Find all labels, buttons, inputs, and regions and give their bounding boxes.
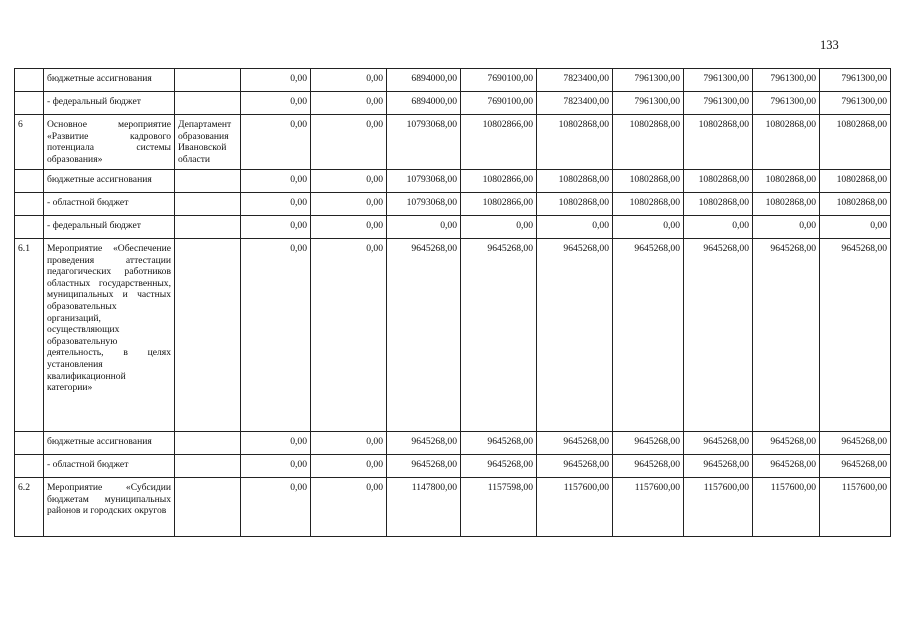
value-cell: 10802868,00 — [820, 170, 891, 193]
value-cell: 0,00 — [311, 455, 387, 478]
row-executor — [175, 92, 241, 115]
value-cell: 10802868,00 — [820, 115, 891, 170]
value-cell: 9645268,00 — [387, 239, 461, 432]
value-cell: 0,00 — [537, 216, 613, 239]
value-cell: 0,00 — [613, 216, 684, 239]
value-cell: 7961300,00 — [613, 69, 684, 92]
row-name: - федеральный бюджет — [44, 216, 175, 239]
value-cell: 0,00 — [311, 432, 387, 455]
value-cell: 0,00 — [311, 193, 387, 216]
value-cell: 10793068,00 — [387, 170, 461, 193]
value-cell: 0,00 — [311, 478, 387, 537]
value-cell: 0,00 — [241, 115, 311, 170]
row-index: 6.1 — [15, 239, 44, 432]
row-executor — [175, 432, 241, 455]
value-cell: 9645268,00 — [537, 455, 613, 478]
row-name: бюджетные ассигнования — [44, 432, 175, 455]
value-cell: 7690100,00 — [461, 69, 537, 92]
row-index — [15, 216, 44, 239]
value-cell: 7961300,00 — [753, 92, 820, 115]
value-cell: 1157600,00 — [684, 478, 753, 537]
value-cell: 10802866,00 — [461, 170, 537, 193]
table-row — [15, 478, 891, 537]
value-cell: 0,00 — [311, 92, 387, 115]
value-cell: 0,00 — [241, 478, 311, 537]
row-executor — [175, 193, 241, 216]
value-cell: 9645268,00 — [820, 432, 891, 455]
value-cell: 0,00 — [241, 455, 311, 478]
table-row — [15, 115, 891, 170]
row-index — [15, 455, 44, 478]
value-cell: 10802868,00 — [537, 193, 613, 216]
value-cell: 7961300,00 — [753, 69, 820, 92]
row-index — [15, 193, 44, 216]
value-cell: 9645268,00 — [753, 432, 820, 455]
value-cell: 10802868,00 — [753, 115, 820, 170]
row-executor — [175, 69, 241, 92]
row-index — [15, 92, 44, 115]
value-cell: 0,00 — [241, 432, 311, 455]
value-cell: 0,00 — [753, 216, 820, 239]
value-cell: 1157600,00 — [820, 478, 891, 537]
table-row — [15, 193, 891, 216]
value-cell: 0,00 — [241, 193, 311, 216]
value-cell: 0,00 — [311, 216, 387, 239]
value-cell: 9645268,00 — [537, 239, 613, 432]
row-index — [15, 170, 44, 193]
value-cell: 7961300,00 — [613, 92, 684, 115]
value-cell: 10802868,00 — [684, 193, 753, 216]
value-cell: 0,00 — [311, 69, 387, 92]
row-name: - областной бюджет — [44, 455, 175, 478]
value-cell: 9645268,00 — [820, 455, 891, 478]
value-cell: 0,00 — [387, 216, 461, 239]
row-executor — [175, 239, 241, 432]
value-cell: 0,00 — [684, 216, 753, 239]
value-cell: 10802868,00 — [820, 193, 891, 216]
page-number: 133 — [820, 38, 839, 52]
row-name: Основное мероприятие «Развитие кадрового потенциала системы образования» — [44, 115, 175, 170]
value-cell: 9645268,00 — [613, 432, 684, 455]
value-cell: 0,00 — [241, 69, 311, 92]
row-name: - областной бюджет — [44, 193, 175, 216]
table-row — [15, 239, 891, 432]
value-cell: 1147800,00 — [387, 478, 461, 537]
value-cell: 10802866,00 — [461, 193, 537, 216]
value-cell: 0,00 — [241, 216, 311, 239]
table-row — [15, 170, 891, 193]
value-cell: 9645268,00 — [613, 455, 684, 478]
row-name: бюджетные ассигнования — [44, 69, 175, 92]
value-cell: 10802868,00 — [684, 115, 753, 170]
row-executor — [175, 216, 241, 239]
value-cell: 7961300,00 — [820, 92, 891, 115]
value-cell: 7823400,00 — [537, 92, 613, 115]
value-cell: 9645268,00 — [820, 239, 891, 432]
table-row — [15, 432, 891, 455]
value-cell: 0,00 — [241, 170, 311, 193]
row-executor — [175, 478, 241, 537]
value-cell: 1157600,00 — [753, 478, 820, 537]
row-index — [15, 69, 44, 92]
value-cell: 10802868,00 — [684, 170, 753, 193]
value-cell: 9645268,00 — [684, 432, 753, 455]
value-cell: 0,00 — [241, 239, 311, 432]
value-cell: 10793068,00 — [387, 193, 461, 216]
value-cell: 10802868,00 — [537, 115, 613, 170]
value-cell: 0,00 — [311, 239, 387, 432]
table-row — [15, 455, 891, 478]
value-cell: 7961300,00 — [820, 69, 891, 92]
row-name: Мероприятие «Субсидии бюджетам муниципальных районов и городских округов — [44, 478, 175, 537]
value-cell: 0,00 — [311, 170, 387, 193]
value-cell: 6894000,00 — [387, 92, 461, 115]
value-cell: 7690100,00 — [461, 92, 537, 115]
row-executor — [175, 455, 241, 478]
value-cell: 10802868,00 — [613, 193, 684, 216]
value-cell: 9645268,00 — [753, 239, 820, 432]
row-index: 6 — [15, 115, 44, 170]
value-cell: 0,00 — [461, 216, 537, 239]
value-cell: 9645268,00 — [387, 432, 461, 455]
value-cell: 9645268,00 — [461, 455, 537, 478]
value-cell: 10802868,00 — [613, 115, 684, 170]
value-cell: 6894000,00 — [387, 69, 461, 92]
table-row — [15, 92, 891, 115]
value-cell: 10793068,00 — [387, 115, 461, 170]
value-cell: 10802868,00 — [537, 170, 613, 193]
value-cell: 9645268,00 — [387, 455, 461, 478]
value-cell: 10802868,00 — [613, 170, 684, 193]
value-cell: 9645268,00 — [684, 239, 753, 432]
value-cell: 7823400,00 — [537, 69, 613, 92]
value-cell: 9645268,00 — [461, 239, 537, 432]
row-name: Мероприятие «Обеспечение проведения аттестации педагогических работников областных государственных, муниципальных и частных образовательных организаций, осуществляющих образовательную деятельность, в целях установления квалификационной категории» — [44, 239, 175, 432]
table-row — [15, 216, 891, 239]
value-cell: 10802866,00 — [461, 115, 537, 170]
value-cell: 10802868,00 — [753, 170, 820, 193]
value-cell: 1157598,00 — [461, 478, 537, 537]
value-cell: 9645268,00 — [537, 432, 613, 455]
value-cell: 0,00 — [820, 216, 891, 239]
value-cell: 0,00 — [241, 92, 311, 115]
value-cell: 9645268,00 — [613, 239, 684, 432]
value-cell: 0,00 — [311, 115, 387, 170]
value-cell: 7961300,00 — [684, 92, 753, 115]
value-cell: 1157600,00 — [613, 478, 684, 537]
value-cell: 10802868,00 — [753, 193, 820, 216]
value-cell: 9645268,00 — [461, 432, 537, 455]
value-cell: 1157600,00 — [537, 478, 613, 537]
row-index: 6.2 — [15, 478, 44, 537]
row-index — [15, 432, 44, 455]
value-cell: 9645268,00 — [684, 455, 753, 478]
row-name: бюджетные ассигнования — [44, 170, 175, 193]
value-cell: 9645268,00 — [753, 455, 820, 478]
row-executor: Департамент образования Ивановской области — [175, 115, 241, 170]
row-executor — [175, 170, 241, 193]
row-name: - федеральный бюджет — [44, 92, 175, 115]
budget-table — [14, 68, 891, 537]
table-row — [15, 69, 891, 92]
value-cell: 7961300,00 — [684, 69, 753, 92]
